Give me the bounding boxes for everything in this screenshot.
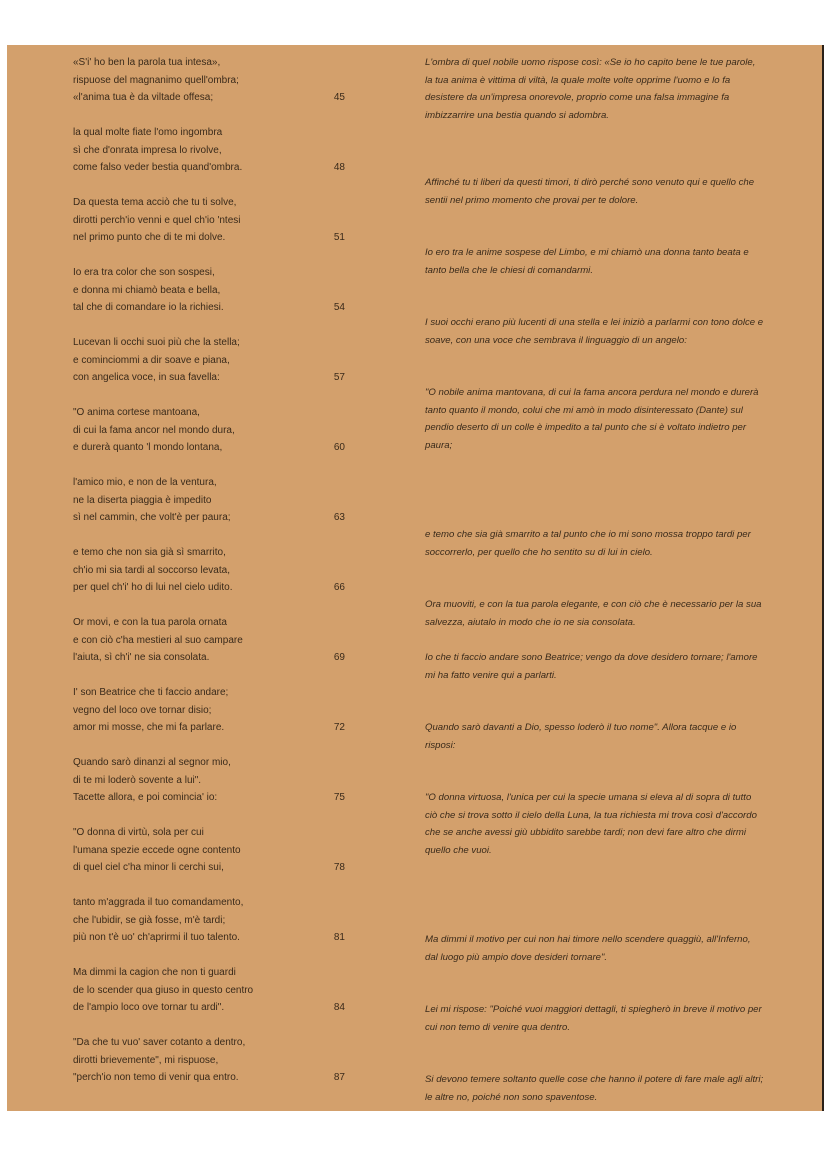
verse-number: 69 [333, 652, 345, 664]
verse-line: "O donna di virtù, sola per cui [73, 827, 204, 838]
verse-line: come falso veder bestia quand'ombra. [73, 162, 243, 174]
paraphrase-paragraph: Ma dimmi il motivo per cui non hai timore nello scendere quaggiù, all'Inferno, dal luogo più ampio dove desideri tornare". [425, 934, 751, 963]
verse-line: sì nel cammin, che volt'è per paura; [73, 512, 231, 524]
verse-number: 84 [333, 1002, 345, 1014]
stanza [73, 544, 363, 597]
paraphrase-paragraph: Io ero tra le anime sospese del Limbo, e mi chiamò una donna tanto beata e tanto bella che le chiesi di comandarmi. [425, 247, 749, 276]
stanza [73, 964, 363, 1017]
paraphrase-paragraph: Si devono temere soltanto quelle cose che hanno il potere di fare male agli altri; le altre no, poiché non sono spaventose. [425, 1074, 764, 1103]
verse-number: 72 [333, 722, 345, 734]
paraphrase-paragraph: Io che ti faccio andare sono Beatrice; vengo da dove desidero tornare; l'amore mi ha fatto venire qui a parlarti. [425, 652, 758, 681]
verse-line: di te mi loderò sovente a lui". [73, 774, 202, 786]
verse-line: e con ciò c'ha mestieri al suo campare [73, 634, 243, 646]
verse-line: Ma dimmi la cagion che non ti guardi [73, 967, 236, 978]
verse-line: rispuose del magnanimo quell'ombra; [73, 74, 239, 86]
verse-line: dirotti brievemente", mi rispuose, [73, 1054, 219, 1066]
paraphrase-paragraph: Affinché tu ti liberi da questi timori, ti dirò perché sono venuto qui e quello che sentii nel primo momento che provai per te dolore. [425, 177, 755, 206]
page [7, 45, 824, 1111]
verse-line: de l'ampio loco ove tornar tu ardi". [73, 1002, 225, 1014]
verse-line: Da questa tema acciò che tu ti solve, [73, 197, 237, 208]
verse-line: l'amico mio, e non de la ventura, [73, 477, 217, 488]
stanza [73, 754, 363, 807]
verse-line: "O anima cortese mantoana, [73, 407, 200, 418]
verse-line: ch'io mi sia tardi al soccorso levata, [73, 564, 230, 576]
paraphrase-paragraph: e temo che sia già smarrito a tal punto che io mi sono mossa troppo tardi per soccorrerlo, per quello che ho sentito su di lui in cielo. [425, 529, 751, 558]
paraphrase-paragraph: L'ombra di quel nobile uomo rispose così: «Se io ho capito bene le tue parole, la tua anima è vittima di viltà, la quale molte volte opprime l'uomo e lo fa desistere da un'impresa onorevole, proprio come una falsa immagine fa imbizzarrire una bestia quando si adombra. [425, 57, 756, 121]
verse-number: 45 [333, 92, 345, 104]
verse-line: la qual molte fiate l'omo ingombra [73, 127, 223, 138]
stanza [73, 824, 363, 877]
verse-number: 48 [333, 162, 345, 174]
verse-number: 87 [333, 1072, 345, 1084]
paraphrase-paragraph: Lei mi rispose: "Poiché vuoi maggiori dettagli, ti spiegherò in breve il motivo per cui non temo di venire qua dentro. [425, 1004, 762, 1033]
verse-line: per quel ch'i' ho di lui nel cielo udito. [73, 582, 233, 594]
verse-line: e temo che non sia già sì smarrito, [73, 547, 226, 558]
verse-line: I' son Beatrice che ti faccio andare; [73, 687, 229, 698]
stanza [73, 124, 363, 177]
stanza [73, 334, 363, 387]
verse-line: «S'i' ho ben la parola tua intesa», [73, 57, 221, 68]
stanza [73, 614, 363, 667]
verse-line: che l'ubidir, se già fosse, m'è tardi; [73, 914, 226, 926]
verse-line: amor mi mosse, che mi fa parlare. [73, 722, 225, 734]
stanza [73, 684, 363, 737]
verse-line: Tacette allora, e poi comincia' io: [73, 792, 218, 804]
paraphrase-paragraph: "O nobile anima mantovana, di cui la fama ancora perdura nel mondo e durerà tanto quanto il mondo, colui che mi amò in modo disinteressato (Dante) sul pendio deserto di un colle è impedito a tal punto che si è voltato indietro per paura; [425, 387, 759, 451]
verse-line: Io era tra color che son sospesi, [73, 267, 215, 278]
verse-line: vegno del loco ove tornar disio; [73, 704, 212, 716]
verse-line: e donna mi chiamò beata e bella, [73, 284, 221, 296]
paraphrase-paragraph: I suoi occhi erano più lucenti di una stella e lei iniziò a parlarmi con tono dolce e soave, con una voce che sembrava il linguaggio di un angelo: [425, 317, 764, 346]
verse-line: e cominciommi a dir soave e piana, [73, 354, 230, 366]
stanza [73, 1034, 363, 1087]
verse-line: ne la diserta piaggia è impedito [73, 494, 212, 506]
verse-line: con angelica voce, in sua favella: [73, 372, 220, 384]
verse-line: "Da che tu vuo' saver cotanto a dentro, [73, 1037, 246, 1048]
verse-line: nel primo punto che di te mi dolve. [73, 232, 226, 244]
verse-number: 81 [333, 932, 345, 944]
verse-number: 78 [333, 862, 345, 874]
verse-number: 57 [333, 372, 345, 384]
verse-number: 60 [333, 442, 345, 454]
verse-line: tanto m'aggrada il tuo comandamento, [73, 897, 244, 908]
verse-line: dirotti perch'io venni e quel ch'io 'ntesi [73, 214, 241, 226]
stanza [73, 474, 363, 527]
verse-line: tal che di comandare io la richiesi. [73, 302, 224, 314]
stanza [73, 264, 363, 317]
verse-line: Lucevan li occhi suoi più che la stella; [73, 337, 240, 348]
verse-line: Quando sarò dinanzi al segnor mio, [73, 757, 231, 768]
stanza [73, 54, 363, 107]
verse-line: de lo scender qua giuso in questo centro [73, 984, 254, 996]
verse-line: l'aiuta, sì ch'i' ne sia consolata. [73, 652, 210, 664]
stanza [73, 404, 363, 457]
verse-line: sì che d'onrata impresa lo rivolve, [73, 144, 222, 156]
verse-number: 51 [333, 232, 345, 244]
verse-number: 66 [333, 582, 345, 594]
verse-number: 54 [333, 302, 345, 314]
verse-line: «l'anima tua è da viltade offesa; [73, 92, 214, 104]
verse-line: più non t'è uo' ch'aprirmi il tuo talento. [73, 932, 240, 944]
verse-number: 63 [333, 512, 345, 524]
paraphrase-paragraph: Quando sarò davanti a Dio, spesso loderò il tuo nome". Allora tacque e io risposi: [425, 722, 737, 751]
verse-line: Or movi, e con la tua parola ornata [73, 617, 227, 628]
stanza [73, 894, 363, 947]
stanza [73, 194, 363, 247]
paraphrase-paragraph: Ora muoviti, e con la tua parola elegante, e con ciò che è necessario per la sua salvezza, aiutalo in modo che io ne sia consolata. [425, 599, 762, 628]
verse-number: 75 [333, 792, 345, 804]
verse-line: l'umana spezie eccede ogne contento [73, 844, 241, 856]
verse-line: di cui la fama ancor nel mondo dura, [73, 424, 235, 436]
verse-line: "perch'io non temo di venir qua entro. [73, 1072, 239, 1084]
verse-line: e durerà quanto 'l mondo lontana, [73, 442, 223, 454]
verse-line: di quel ciel c'ha minor li cerchi sui, [73, 862, 224, 874]
paraphrase-paragraph: "O donna virtuosa, l'unica per cui la specie umana si eleva al di sopra di tutto ciò che si trova sotto il cielo della Luna, la tua richiesta mi trova così d'accordo che se anche avessi giù ubbidito sarebbe tardi; non devi fare altro che dirmi quello che vuoi. [425, 792, 757, 856]
